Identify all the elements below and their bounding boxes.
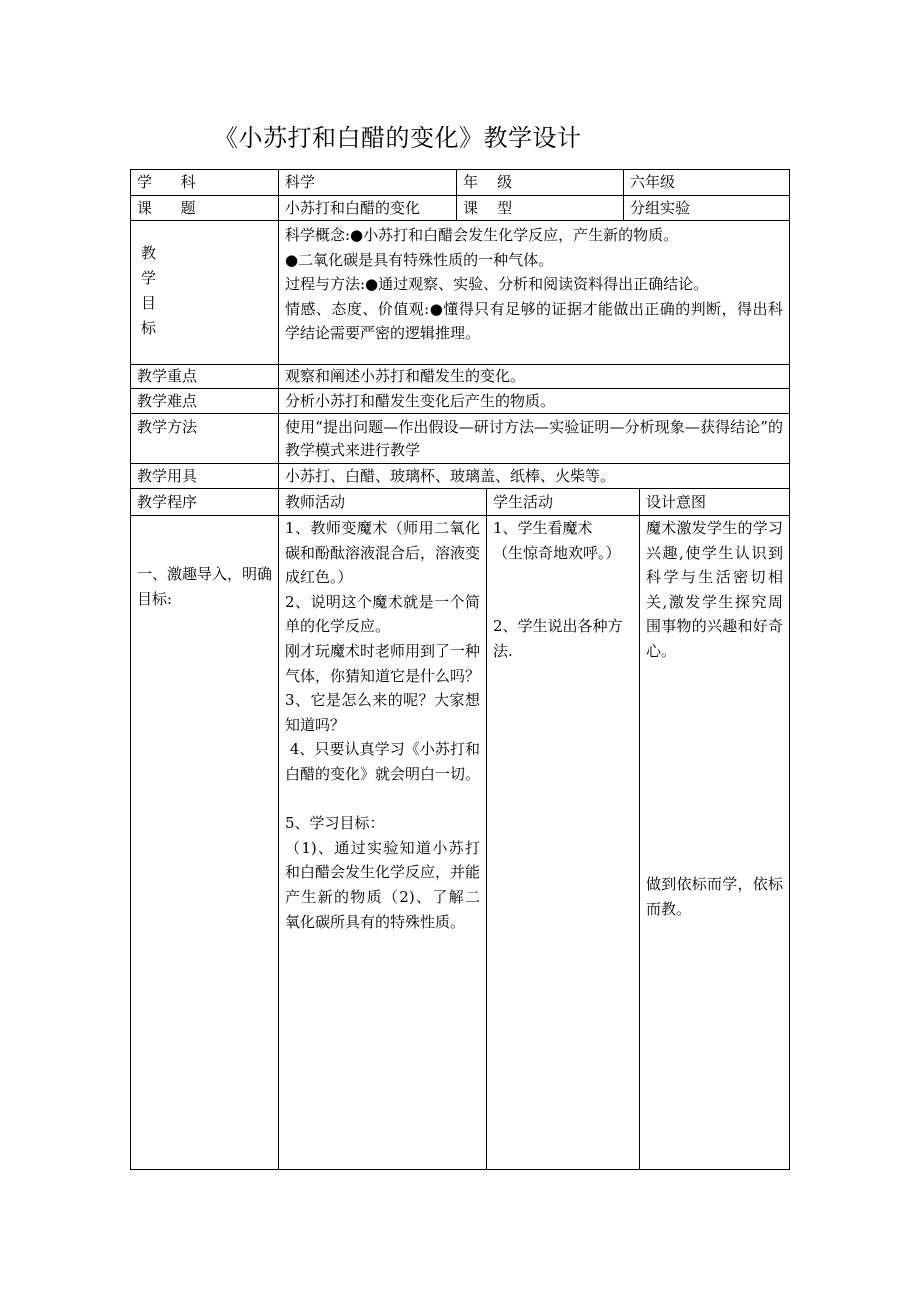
subject-value: 科学 [279,170,457,196]
design-intent-cell [640,516,790,1170]
student-activity-item: 2、学生说出各种方法. [493,617,623,660]
topic-label: 课 题 [131,196,279,221]
teacher-activity-header: 教师活动 [279,489,487,516]
teacher-activity-item: 4、只要认真学习《小苏打和白醋的变化》就会明白一切。 [285,740,481,783]
goals-line: 情感、态度、价值观:●懂得只有足够的证据才能做出正确的判断，得出科学结论需要严密的逻辑推理。 [285,299,783,342]
student-activity-item: 1、学生看魔术 [493,519,593,537]
goals-label-char: 标 [141,319,157,337]
grade-value: 六年级 [624,170,790,196]
type-value: 分组实验 [624,196,790,221]
difficulty-label: 教学难点 [131,389,279,414]
type-label: 课 型 [457,196,624,221]
method-value: 使用“提出问题—作出假设—研讨方法—实验证明—分析现象—获得结论”的教学模式来进行教学 [279,414,790,464]
student-activity-cell [487,516,640,1170]
goals-line: 过程与方法:●通过观察、实验、分析和阅读资料得出正确结论。 [285,275,709,293]
teacher-activity-item [285,787,480,812]
student-activity-header: 学生活动 [487,489,640,516]
tools-label: 教学用具 [131,464,279,489]
design-intent-header: 设计意图 [640,489,790,516]
teacher-activity-cell [279,516,487,1170]
design-intent-item: 魔术激发学生的学习兴趣,使学生认识到科学与生活密切相关,激发学生探究周围事物的兴趣和好奇心。 [646,519,783,660]
tools-value: 小苏打、白醋、玻璃杯、玻璃盖、纸棒、火柴等。 [279,464,790,489]
subject-label: 学 科 [131,170,279,196]
student-activity-item [493,565,633,590]
lesson-plan-table [130,169,790,1170]
student-activity-item [493,590,633,615]
teacher-activity-item: 1、教师变魔术（师用二氧化碳和酚酞溶液混合后，溶液变成红色。） [285,519,481,587]
goals-content [279,221,790,365]
method-label: 教学方法 [131,414,279,464]
grade-label: 年 级 [457,170,624,196]
design-intent-item: 做到依标而学，依标而教。 [646,875,783,918]
key-point-value: 观察和阐述小苏打和醋发生的变化。 [279,365,790,389]
stage-title: 一、激趣导入，明确目标: [137,565,273,608]
goals-label-char: 学 [141,269,157,287]
page-title: 《小苏打和白醋的变化》教学设计 [214,124,582,152]
topic-value: 小苏打和白醋的变化 [279,196,457,221]
teacher-activity-item: 5、学习目标： [285,814,385,833]
teacher-activity-item: 3、它是怎么来的呢？大家想知道吗？ [285,691,480,734]
student-activity-item: （生惊奇地欢呼。） [493,543,621,562]
goals-label-char: 目 [141,294,157,312]
difficulty-value: 分析小苏打和醋发生变化后产生的物质。 [279,389,790,414]
teacher-activity-item: 2、说明这个魔术就是一个简单的化学反应。 [285,592,480,636]
stage-cell [131,516,279,1170]
teacher-activity-item: 刚才玩魔术时老师用到了一种气体，你猜知道它是什么吗？ [285,641,481,685]
procedure-header: 教学程序 [131,489,279,516]
goals-label [131,221,279,365]
goals-line: ●二氧化碳是具有特殊性质的一种气体。 [285,250,554,269]
teacher-activity-item: （1)、通过实验知道小苏打和白醋会发生化学反应，并能产生新的物质（2)、了解二氧化碳所具有的特殊性质。 [285,838,481,931]
goals-label-char: 教 [141,244,157,262]
goals-line: 科学概念:●小苏打和白醋会发生化学反应，产生新的物质。 [285,226,679,244]
key-point-label: 教学重点 [131,365,279,389]
